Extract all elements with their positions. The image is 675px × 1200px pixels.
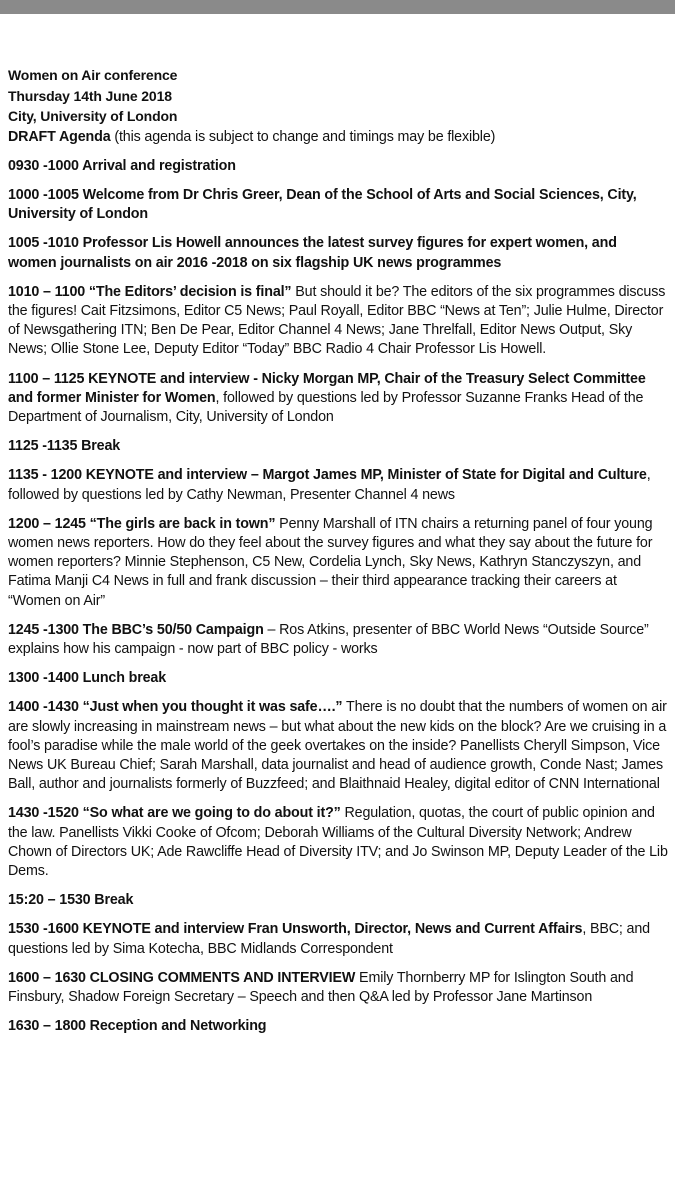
agenda-item-heading: 0930 -1000 Arrival and registration (8, 157, 236, 174)
conference-title: Women on Air conference (8, 67, 178, 83)
agenda-item-details: , followed by questions led by Professor Suzanne Franks Head of the Department of Journalism, City, University of London (8, 389, 644, 425)
agenda-item-heading: 1245 -1300 The BBC’s 50/50 Campaign (8, 621, 264, 638)
agenda-item-heading: 1630 – 1800 Reception and Networking (8, 1018, 267, 1035)
agenda-item-details: Emily Thornberry MP for Islington South and Finsbury, Shadow Foreign Secretary – Speech and then Q&A led by Professor Jane Martinson (8, 969, 634, 1006)
agenda-item (8, 969, 668, 1007)
agenda-item (8, 621, 668, 659)
agenda-item-heading: 1010 – 1100 “The Editors’ decision is final” (8, 283, 292, 300)
agenda-item-heading: 1125 -1135 Break (8, 438, 121, 455)
agenda-item-heading: 1530 -1600 KEYNOTE and interview Fran Unsworth, Director, News and Current Affairs (8, 921, 583, 938)
top-bar (0, 0, 675, 14)
agenda-item-heading: 1135 - 1200 KEYNOTE and interview – Margot James MP, Minister of State for Digital and Culture (8, 467, 647, 484)
agenda-item-details: There is no doubt that the numbers of women on air are slowly increasing in mainstream news – but what about the new kids on the block? Are we cruising in a fool’s paradise while the male world of the geek overtakes on the inside? Panellists Cheryll Simpson, Vice News UK Bureau Chief; Sarah Marshall, data journalist and head of audience growth, Conde Nast; James Ball, author and journalists formerly of Buzzfeed; and Blaithnaid Healey, digital editor of CNN International (8, 699, 667, 793)
agenda-item (8, 283, 668, 360)
agenda-item (8, 370, 668, 428)
agenda-item-heading: 1200 – 1245 “The girls are back in town” (8, 515, 276, 532)
agenda-item (8, 466, 668, 504)
agenda-intro-heading: DRAFT Agenda (8, 128, 111, 145)
agenda-item (8, 698, 668, 794)
agenda-item-details: But should it be? The editors of the six programmes discuss the figures! Cait Fitzsimons, Editor C5 News; Paul Royall, Editor BBC “News at Ten”; Julie Hulme, Director of Newsgathering ITN; Ben De Pear, Editor Channel 4 News; Jane Threlfall, Editor News Output, Sky News; Ollie Stone Lee, Deputy Editor “Today” BBC Radio 4 Chair Professor Lis Howell. (8, 283, 666, 358)
agenda-item-heading: 1300 -1400 Lunch break (8, 670, 167, 687)
agenda-document (8, 66, 668, 1046)
agenda-item-details: , followed by questions led by Cathy Newman, Presenter Channel 4 news (8, 467, 651, 503)
agenda-intro (8, 128, 668, 147)
agenda-item (8, 891, 668, 910)
conference-date: Thursday 14th June 2018 (8, 87, 172, 104)
agenda-item-heading: 1000 -1005 Welcome from Dr Chris Greer, Dean of the School of Arts and Social Sciences, City, University of London (8, 186, 637, 223)
agenda-item-details: – Ros Atkins, presenter of BBC World News “Outside Source” explains how his campaign - now part of BBC policy - works (8, 621, 649, 657)
agenda-item (8, 515, 668, 611)
agenda-item-heading: 1400 -1430 “Just when you thought it was safe….” (8, 699, 343, 716)
agenda-item (8, 1017, 668, 1036)
agenda-intro-note: (this agenda is subject to change and timings may be flexible) (110, 128, 496, 145)
agenda-item (8, 804, 668, 881)
agenda-item (8, 157, 668, 176)
agenda-item-heading: 1600 – 1630 CLOSING COMMENTS AND INTERVIEW (8, 969, 356, 986)
agenda-item (8, 669, 668, 688)
agenda-item-heading: 1430 -1520 “So what are we going to do about it?” (8, 805, 341, 822)
agenda-item-details: , BBC; and questions led by Sima Kotecha, BBC Midlands Correspondent (8, 921, 650, 957)
agenda-item-details: Penny Marshall of ITN chairs a returning panel of four young women news reporters. How do they feel about the survey figures and what they say about the future for women reporters? Minnie Stephenson, C5 New, Cordelia Lynch, Sky News, Kathryn Stanczyszyn, and Fatima Manji C4 News in full and frank discussion – their third appearance tracking their careers at “Women on Air” (8, 515, 653, 609)
agenda-item-heading: 1100 – 1125 KEYNOTE and interview - Nicky Morgan MP, Chair of the Treasury Select Committee and former Minister for Women (8, 370, 646, 406)
conference-venue: City, University of London (8, 108, 178, 124)
agenda-item-heading: 15:20 – 1530 Break (8, 892, 134, 909)
agenda-item-details: Regulation, quotas, the court of public opinion and the law. Panellists Vikki Cooke of Ofcom; Deborah Williams of the Cultural Diversity Network; Andrew Chown of Directors UK; Ade Rawcliffe Head of Diversity ITV; and Jo Swinson MP, Deputy Leader of the Lib Dems. (8, 805, 668, 879)
agenda-item (8, 234, 668, 272)
agenda-item (8, 186, 668, 224)
agenda-item (8, 920, 668, 958)
agenda-item (8, 437, 668, 456)
agenda-item-heading: 1005 -1010 Professor Lis Howell announces the latest survey figures for expert women, and women journalists on air 2016 -2018 on six flagship UK news programmes (8, 235, 617, 271)
